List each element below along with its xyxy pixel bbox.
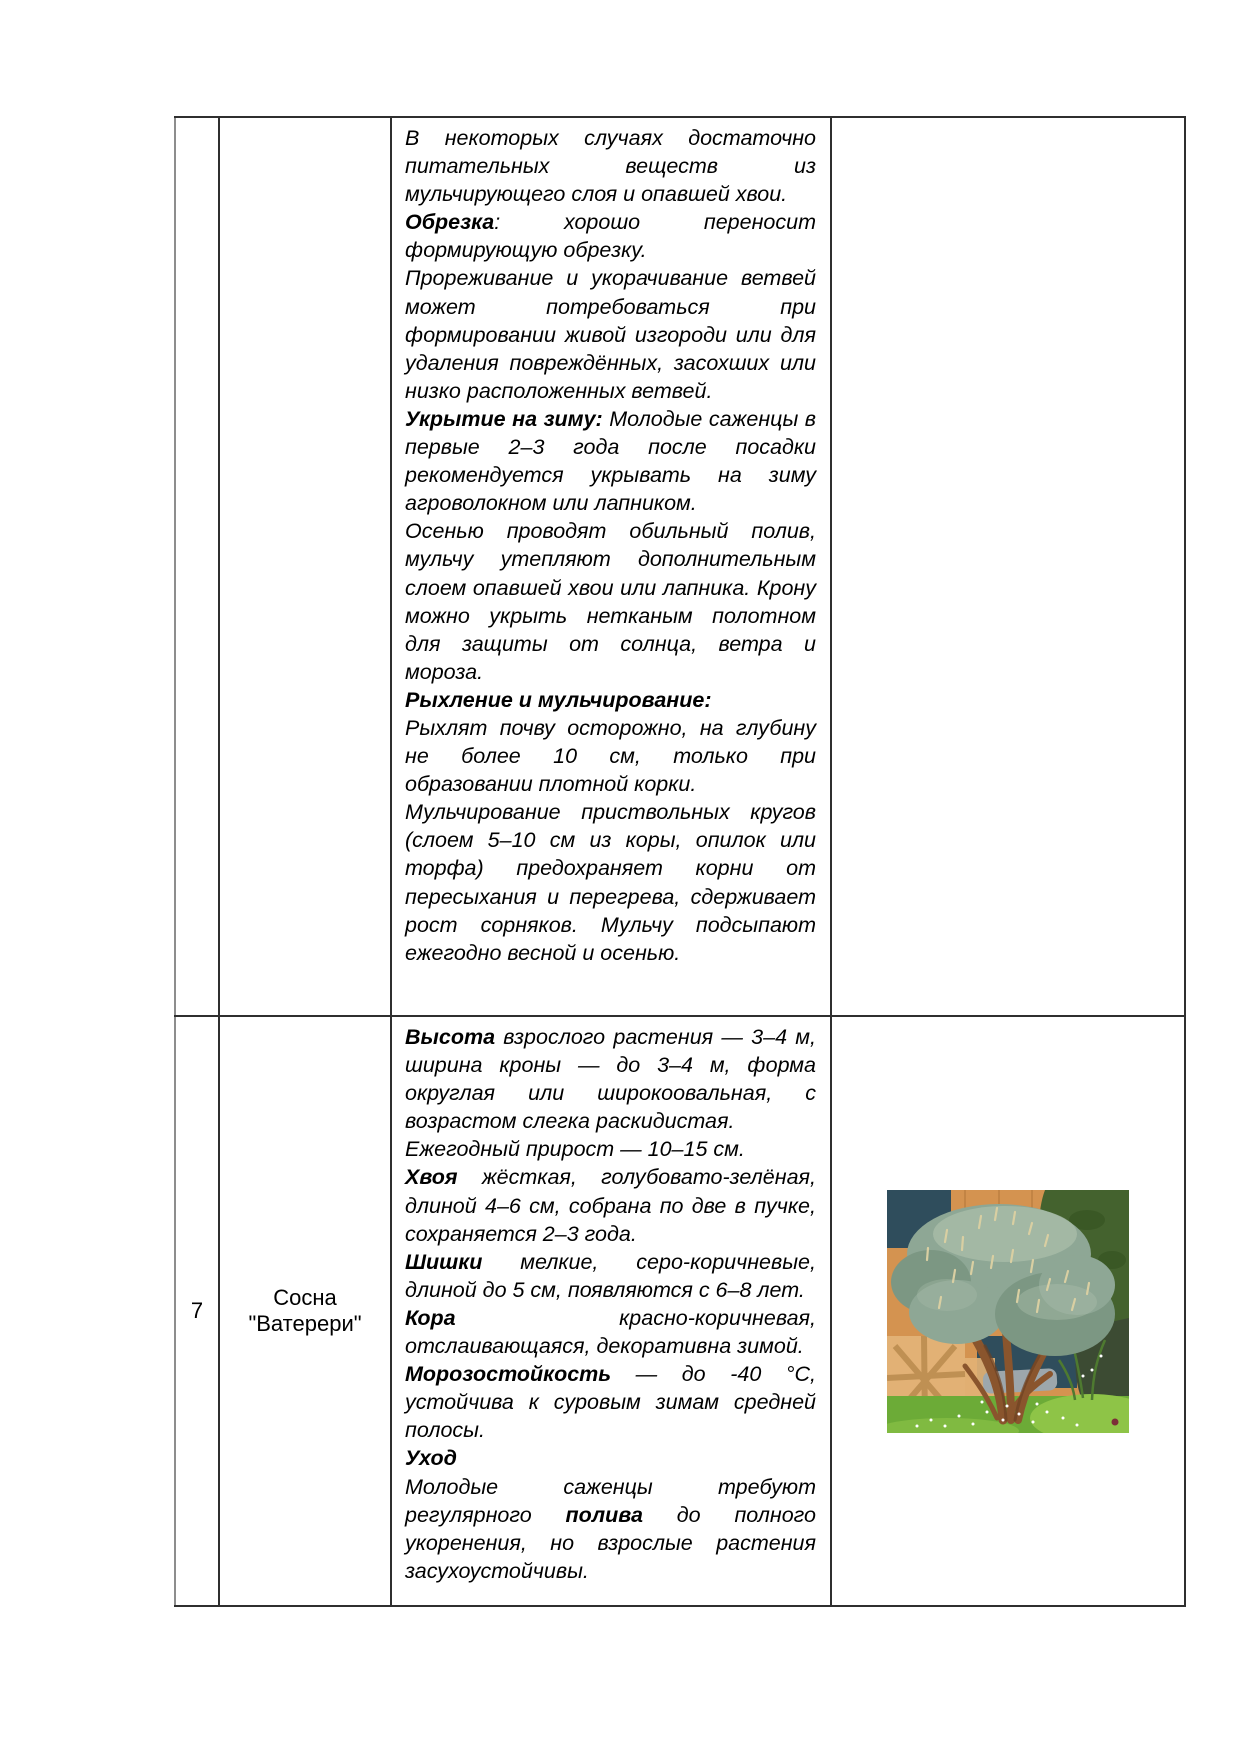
table-row-continuation (175, 117, 1185, 1016)
plant-name-cell (219, 1016, 391, 1606)
row-number-cell (175, 117, 219, 1016)
pine-waterery-photo (887, 1190, 1129, 1433)
description-text: В некоторых случаях достаточно питательных веществ из мульчирующего слоя и опавшей хвои. Обрезка: хорошо переносит формирующую обрезку. Прореживание и укорачивание ветвей может потребоваться при формировании живой изгороди или для удаления повреждённых, засохших или низко расположенных ветвей. Укрытие на зиму: Молодые саженцы в первые 2–3 года после посадки рекомендуется укрывать на зиму агроволокном или лапником. Осенью проводят обильный полив, мульчу утепляют дополнительным слоем опавшей хвои или лапника. Крону можно укрыть нетканым полотном для защиты от солнца, ветра и мороза. Рыхление и мульчирование: Рыхлят почву осторожно, на глубину не более 10 см, только при образовании плотной корки. Мульчирование приствольных кругов (слоем 5–10 см из коры, опилок или торфа) предохраняет корни от пересыхания и перегрева, сдерживает рост сорняков. Мульчу подсыпают ежегодно весной и осенью. (405, 126, 817, 965)
row-number: 7 (190, 1298, 204, 1323)
plant-care-table (174, 116, 1186, 1607)
description-text: Высота взрослого растения — 3–4 м, ширина кроны — до 3–4 м, форма округлая или широкоовальная, с возрастом слегка раскидистая. Ежегодный прирост — 10–15 см. Хвоя жёсткая, голубовато-зелёная, длиной 4–6 см, собрана по две в пучке, сохраняется 2–3 года. Шишки мелкие, серо-коричневые, длиной до 5 см, появляются с 6–8 лет. Кора красно-коричневая, отслаивающаяся, декоративна зимой. Морозостойкость — до -40 °C, устойчива к суровым зимам средней полосы. Уход Молодые саженцы требуют регулярного полива до полного укоренения, но взрослые растения засухоустойчивы. (405, 1025, 816, 1583)
plant-name: Сосна "Ватерери" (248, 1285, 362, 1336)
row-number-cell (175, 1016, 219, 1606)
table-row-7 (175, 1016, 1185, 1606)
photo-cell-empty (831, 117, 1185, 1016)
red-flower (1112, 1418, 1119, 1425)
plant-name-cell (219, 117, 391, 1016)
description-cell (391, 1016, 831, 1606)
description-cell (391, 117, 831, 1016)
photo-cell (831, 1016, 1185, 1606)
